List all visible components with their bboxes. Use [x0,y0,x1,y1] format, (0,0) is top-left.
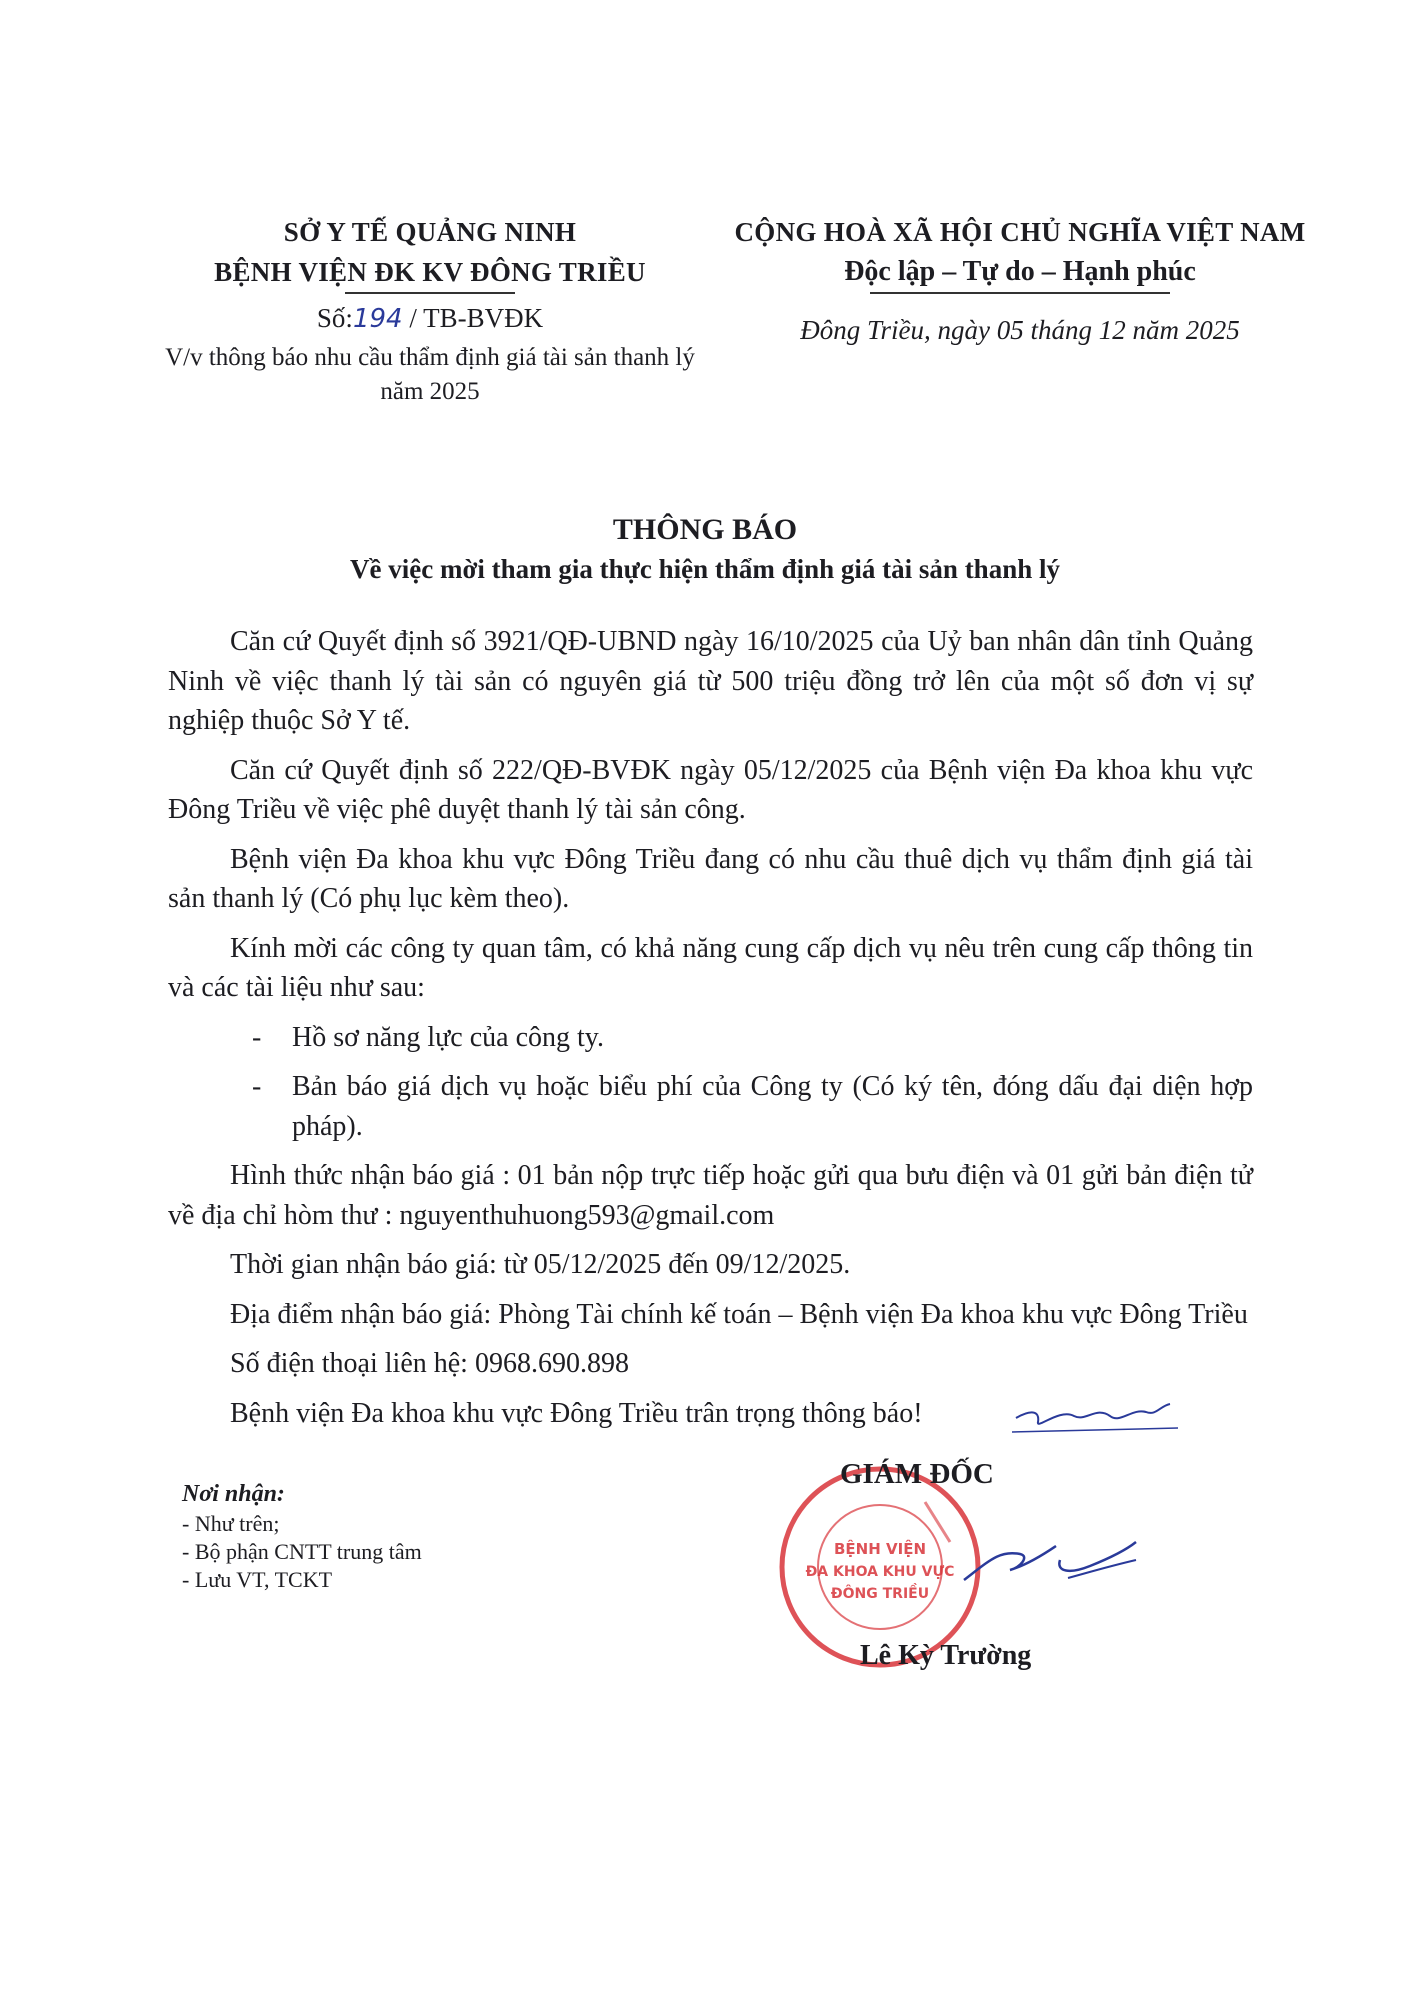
svg-text:BỆNH VIỆN: BỆNH VIỆN [834,1540,926,1558]
paragraph-invitation: Kính mời các công ty quan tâm, có khả năng cung cấp dịch vụ nêu trên cung cấp thông tin và các tài liệu như sau: [168,932,1253,1003]
handwritten-signature [960,1520,1140,1600]
motto-underline [870,292,1170,294]
list-item: - Bộ phận CNTT trung tâm [182,1539,422,1564]
list-item: - Lưu VT, TCKT [182,1567,333,1592]
paragraph-legal-basis-1: Căn cứ Quyết định số 3921/QĐ-UBND ngày 16/10/2025 của Uỷ ban nhân dân tỉnh Quảng Ninh về việc thanh lý tài sản có nguyên giá từ 500 triệu đồng trở lên của một số đơn vị sự nghiệp thuộc Sở Y tế. [168,626,1253,736]
paragraph-phone: Số điện thoại liên hệ: 0968.690.898 [230,1348,629,1379]
document-subject: V/v thông báo nhu cầu thẩm định giá tài sản thanh lý năm 2025 [165,344,695,405]
paragraph-need: Bệnh viện Đa khoa khu vực Đông Triều đang có nhu cầu thuê dịch vụ thẩm định giá tài sản thanh lý (Có phụ lục kèm theo). [168,843,1253,914]
paragraph-location: Địa điểm nhận báo giá: Phòng Tài chính kế toán – Bệnh viện Đa khoa khu vực Đông Triều [230,1298,1248,1330]
list-item: - Bản báo giá dịch vụ hoặc biểu phí của Công ty (Có ký tên, đóng dấu đại diện hợp pháp). [168,1067,1253,1146]
svg-text:ĐA KHOA KHU VỰC: ĐA KHOA KHU VỰC [805,1564,955,1580]
issuing-agency: BỆNH VIỆN ĐK KV ĐÔNG TRIỀU [214,257,646,287]
dash-marker: - [252,1021,262,1053]
parent-agency: SỞ Y TẾ QUẢNG NINH [283,217,577,247]
list-item: - Như trên; [182,1511,280,1536]
national-motto-block [690,212,1350,350]
document-title: THÔNG BÁO [612,513,798,546]
paragraph-submission-method: Hình thức nhận báo giá : 01 bản nộp trực tiếp hoặc gửi qua bưu điện và 01 gửi bản điện tử về địa chỉ hòm thư : nguyenthuhuong593@gmail.com [168,1160,1253,1231]
svg-text:ĐÔNG TRIỀU: ĐÔNG TRIỀU [830,1586,930,1602]
document-number [150,296,710,341]
recipients-heading: Nơi nhận: [182,1481,285,1507]
country-name: CỘNG HOÀ XÃ HỘI CHỦ NGHĨA VIỆT NAM [734,217,1306,247]
number-suffix: / TB-BVĐK [409,303,544,333]
document-body [168,622,1253,1433]
national-motto: Độc lập – Tự do – Hạnh phúc [844,256,1196,287]
paragraph-closing: Bệnh viện Đa khoa khu vực Đông Triều trân trọng thông báo! [230,1397,923,1429]
signer-title: GIÁM ĐỐC [840,1458,994,1490]
place-date: Đông Triều, ngày 05 tháng 12 năm 2025 [800,315,1240,345]
issuing-agency-block [150,212,710,409]
agency-underline [345,292,515,294]
list-item: - Hồ sơ năng lực của công ty. [168,1018,1253,1058]
handwritten-initials-mark [1010,1388,1180,1438]
handwritten-number: 194 [352,304,403,334]
signer-name: Lê Kỳ Trường [860,1640,1032,1671]
number-prefix: Số: [316,303,353,333]
paragraph-legal-basis-2: Căn cứ Quyết định số 222/QĐ-BVĐK ngày 05/12/2025 của Bệnh viện Đa khoa khu vực Đông Triều về việc phê duyệt thanh lý tài sản công. [168,754,1253,825]
document-subtitle: Về việc mời tham gia thực hiện thẩm định giá tài sản thanh lý [350,554,1060,584]
dash-marker: - [252,1071,262,1102]
recipients-block [182,1478,422,1594]
paragraph-time: Thời gian nhận báo giá: từ 05/12/2025 đến 09/12/2025. [230,1249,851,1280]
